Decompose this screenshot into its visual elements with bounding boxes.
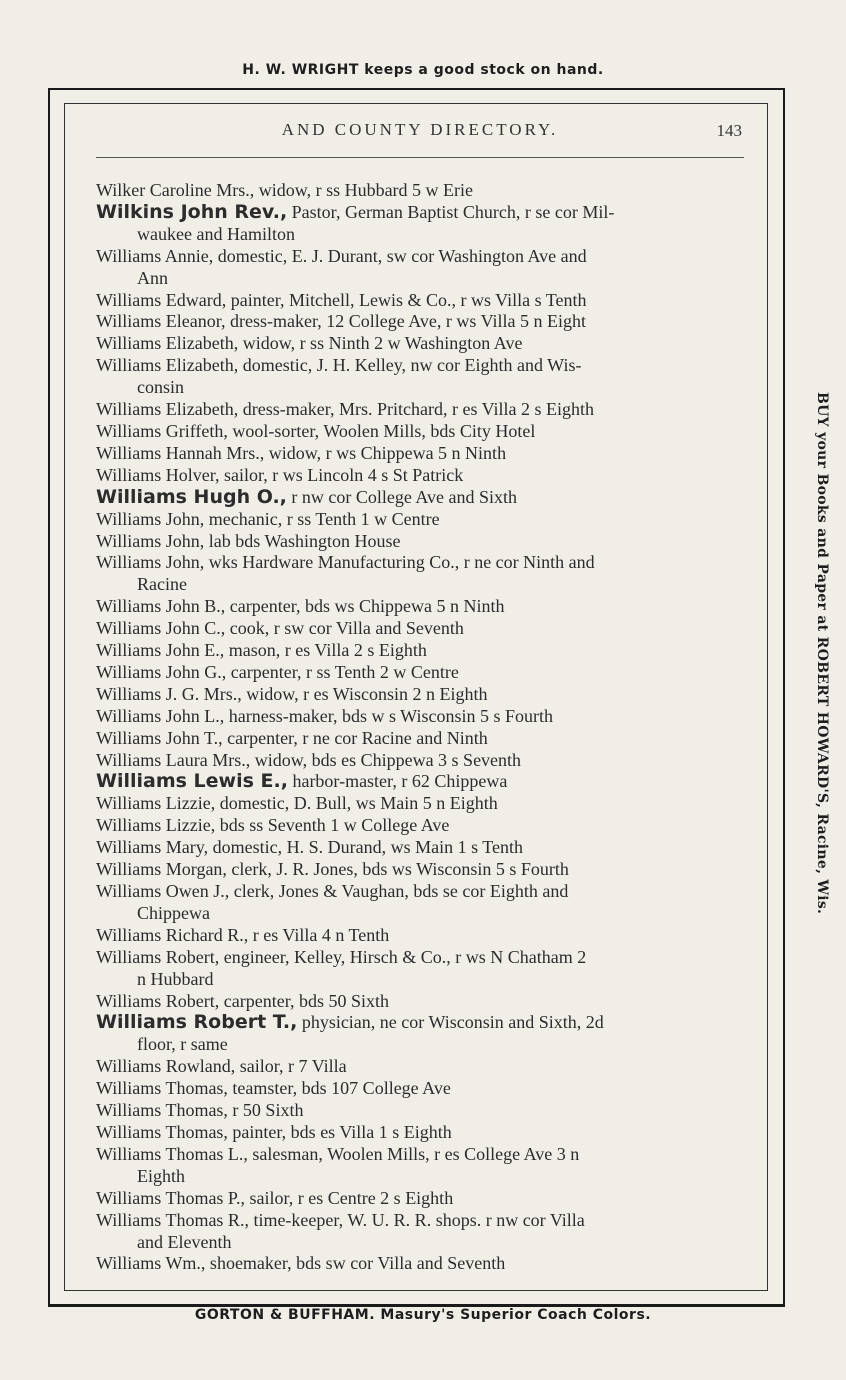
entry-text: Williams Hannah Mrs., widow, r ws Chippewa 5 n Ninth	[96, 442, 507, 463]
entry-text: Williams Robert, engineer, Kelley, Hirsch & Co., r ws N Chatham 2	[96, 946, 587, 967]
entry-continuation: floor, r same	[137, 1034, 228, 1055]
entry-text: Williams John B., carpenter, bds ws Chippewa 5 n Ninth	[96, 596, 505, 617]
entry-text: Williams Richard R., r es Villa 4 n Tenth	[96, 924, 390, 945]
directory-entry	[96, 399, 744, 421]
directory-entry	[96, 443, 744, 465]
entry-text: Williams J. G. Mrs., widow, r es Wisconsin 2 n Eighth	[96, 683, 488, 704]
entry-text: Williams Elizabeth, widow, r ss Ninth 2 w Washington Ave	[96, 333, 523, 354]
directory-entry	[96, 881, 744, 925]
entry-text: Williams Annie, domestic, E. J. Durant, sw cor Washington Ave and	[96, 245, 587, 266]
directory-entry	[96, 793, 744, 815]
directory-entry	[96, 859, 744, 881]
entry-continuation: Racine	[137, 574, 187, 595]
entry-continuation: waukee and Hamilton	[137, 223, 295, 244]
entry-name-bold: Williams Lewis E.,	[96, 770, 288, 793]
directory-entry	[96, 1056, 744, 1078]
entry-text: Williams Griffeth, wool-sorter, Woolen Mills, bds City Hotel	[96, 420, 536, 441]
entry-text: Pastor, German Baptist Church, r se cor Mil-	[287, 201, 615, 222]
entry-text: Williams Elizabeth, dress-maker, Mrs. Pritchard, r es Villa 2 s Eighth	[96, 399, 595, 420]
header-title: AND COUNTY DIRECTORY.	[281, 120, 559, 139]
directory-entry	[96, 1253, 744, 1275]
entry-text: Williams Thomas P., sailor, r es Centre 2 s Eighth	[96, 1187, 454, 1208]
entry-text: Williams Owen J., clerk, Jones & Vaughan, bds se cor Eighth and	[96, 881, 569, 901]
entry-text: Williams Morgan, clerk, J. R. Jones, bds ws Wisconsin 5 s Fourth	[96, 859, 569, 880]
entry-name-bold: Williams Robert T.,	[96, 1011, 298, 1034]
directory-entry	[96, 596, 744, 618]
entry-continuation: consin	[137, 377, 184, 398]
top-advertisement: H. W. WRIGHT keeps a good stock on hand.	[242, 62, 604, 78]
entry-text: Williams John, wks Hardware Manufacturing Co., r ne cor Ninth and	[96, 552, 595, 573]
directory-entry	[96, 1144, 744, 1188]
directory-entry	[96, 246, 744, 290]
entry-text: Williams Rowland, sailor, r 7 Villa	[96, 1056, 347, 1077]
entry-continuation: Eighth	[137, 1165, 185, 1186]
entry-text: Williams Thomas, r 50 Sixth	[96, 1100, 304, 1121]
entry-text: Williams Elizabeth, domestic, J. H. Kelley, nw cor Eighth and Wis-	[96, 355, 582, 376]
directory-entry	[96, 837, 744, 859]
entry-text: Williams Lizzie, bds ss Seventh 1 w College Ave	[96, 815, 450, 836]
directory-entry	[96, 355, 744, 399]
directory-entry	[96, 509, 744, 531]
entry-text: Williams John, mechanic, r ss Tenth 1 w Centre	[96, 508, 440, 529]
directory-entry	[96, 1100, 744, 1122]
entry-text: Williams Thomas, teamster, bds 107 College Ave	[96, 1078, 451, 1099]
directory-entry	[96, 728, 744, 750]
bottom-advertisement: GORTON & BUFFHAM. Masury's Superior Coach Colors.	[194, 1307, 652, 1323]
directory-entry	[96, 771, 744, 793]
entry-text: Williams Wm., shoemaker, bds sw cor Villa and Seventh	[96, 1253, 506, 1274]
directory-entry	[96, 202, 744, 246]
entry-text: Williams John T., carpenter, r ne cor Racine and Ninth	[96, 727, 488, 748]
directory-entry	[96, 991, 744, 1013]
directory-entry	[96, 552, 744, 596]
entry-text: Wilker Caroline Mrs., widow, r ss Hubbard 5 w Erie	[96, 180, 474, 200]
entry-text: Williams John C., cook, r sw cor Villa and Seventh	[96, 618, 464, 639]
directory-entry	[96, 290, 744, 312]
directory-entry	[96, 421, 744, 443]
directory-entry	[96, 750, 744, 772]
entry-text: Williams John L., harness-maker, bds w s Wisconsin 5 s Fourth	[96, 705, 553, 726]
directory-entry	[96, 333, 744, 355]
entry-text: r nw cor College Ave and Sixth	[286, 486, 518, 507]
directory-entries	[96, 180, 744, 1275]
entry-name-bold: Williams Hugh O.,	[96, 485, 287, 508]
entry-text: Williams Thomas R., time-keeper, W. U. R. R. shops. r nw cor Villa	[96, 1209, 585, 1230]
entry-name-bold: Wilkins John Rev.,	[96, 200, 288, 223]
directory-entry	[96, 465, 744, 487]
page-number: 143	[716, 121, 742, 140]
entry-text: Williams Thomas, painter, bds es Villa 1 s Eighth	[96, 1121, 452, 1142]
directory-entry	[96, 487, 744, 509]
directory-entry	[96, 662, 744, 684]
entry-text: Williams Thomas L., salesman, Woolen Mills, r es College Ave 3 n	[96, 1143, 580, 1164]
entry-continuation: n Hubbard	[137, 968, 214, 989]
entry-text: Williams Edward, painter, Mitchell, Lewis & Co., r ws Villa s Tenth	[96, 289, 587, 310]
entry-text: physician, ne cor Wisconsin and Sixth, 2d	[297, 1012, 604, 1033]
side-advertisement: BUY your Books and Paper at ROBERT HOWARD'S, Racine, Wis.	[814, 392, 830, 915]
directory-entry	[96, 684, 744, 706]
directory-entry	[96, 1078, 744, 1100]
entry-text: Williams John E., mason, r es Villa 2 s Eighth	[96, 640, 427, 661]
directory-entry	[96, 1210, 744, 1254]
directory-entry	[96, 815, 744, 837]
entry-text: Williams Laura Mrs., widow, bds es Chippewa 3 s Seventh	[96, 749, 522, 770]
entry-text: Williams Lizzie, domestic, D. Bull, ws Main 5 n Eighth	[96, 793, 498, 814]
directory-entry	[96, 947, 744, 991]
entry-text: Williams Holver, sailor, r ws Lincoln 4 s St Patrick	[96, 464, 464, 485]
entry-continuation: and Eleventh	[137, 1231, 232, 1252]
entry-continuation: Ann	[137, 267, 168, 288]
directory-entry	[96, 1188, 744, 1210]
header-rule	[96, 157, 744, 158]
entry-text: harbor-master, r 62 Chippewa	[287, 771, 508, 792]
directory-entry	[96, 1012, 744, 1056]
directory-entry	[96, 618, 744, 640]
entry-text: Williams Mary, domestic, H. S. Durand, ws Main 1 s Tenth	[96, 837, 523, 858]
entry-text: Williams Eleanor, dress-maker, 12 College Ave, r ws Villa 5 n Eight	[96, 311, 586, 332]
directory-entry	[96, 531, 744, 553]
directory-entry	[96, 311, 744, 333]
entry-text: Williams John G., carpenter, r ss Tenth 2 w Centre	[96, 661, 459, 682]
directory-entry	[96, 706, 744, 728]
entry-continuation: Chippewa	[137, 902, 210, 923]
directory-entry	[96, 925, 744, 947]
entry-text: Williams Robert, carpenter, bds 50 Sixth	[96, 990, 390, 1011]
page-header	[96, 120, 744, 150]
directory-entry	[96, 180, 744, 202]
directory-entry	[96, 640, 744, 662]
directory-entry	[96, 1122, 744, 1144]
entry-text: Williams John, lab bds Washington House	[96, 530, 401, 551]
